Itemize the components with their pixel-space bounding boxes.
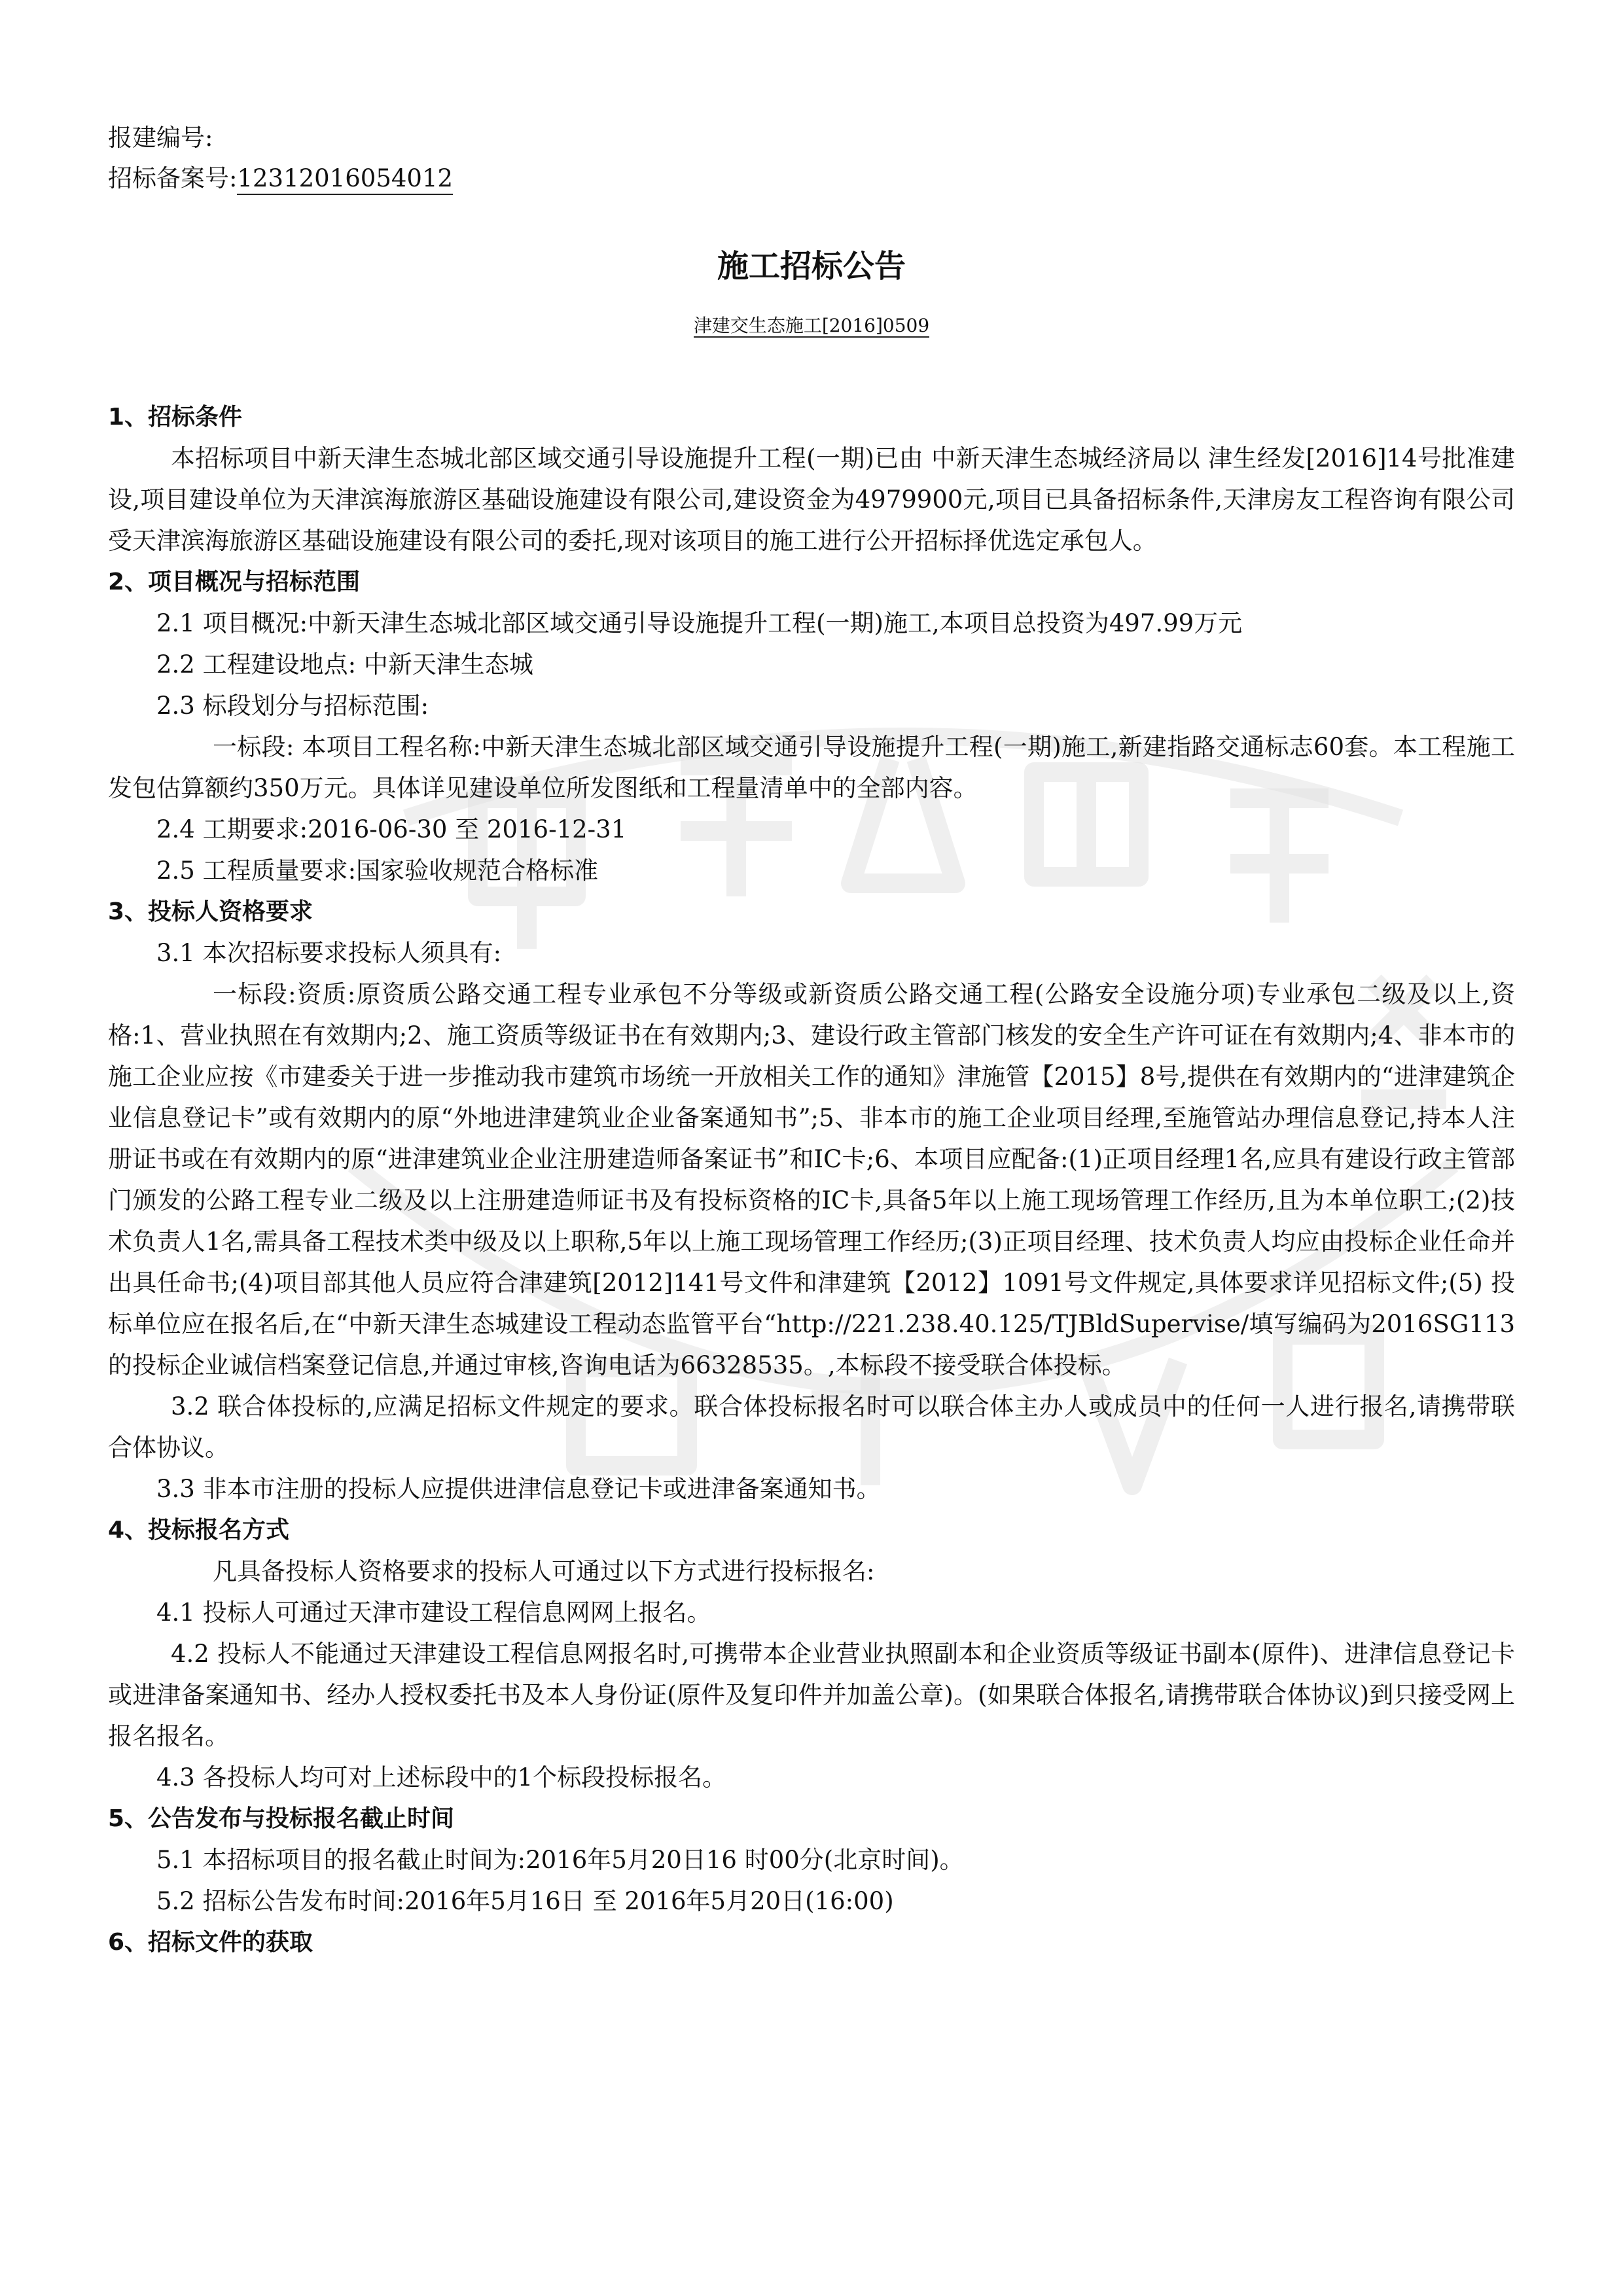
document-page (108, 118, 1515, 1963)
section-3-lot1: 一标段:资质:原资质公路交通工程专业承包不分等级或新资质公路交通工程(公路安全设施分项)专业承包二级及以上,资格:1、营业执照在有效期内;2、施工资质等级证书在有效期内;3、建设行政主管部门核发的安全生产许可证在有效期内;4、非本市的施工企业应按《市建委关于进一步推动我市建筑市场统一开放相关工作的通知》津施管【2015】8号,提供在有效期内的“进津建筑企业信息登记卡”或有效期内的原“外地进津建筑业企业备案通知书”;5、非本市的施工企业项目经理,至施管站办理信息登记,持本人注册证书或在有效期内的原“进津建筑业企业注册建造师备案证书”和IC卡;6、本项目应配备:(1)正项目经理1名,应具有建设行政主管部门颁发的公路工程专业二级及以上注册建造师证书及有投标资格的IC卡,具备5年以上施工现场管理工作经历,且为本单位职工;(2)技术负责人1名,需具备工程技术类中级及以上职称,5年以上施工现场管理工作经历;(3)正项目经理、技术负责人均应由投标企业任命并出具任命书;(4)项目部其他人员应符合津建筑[2012]141号文件和津建筑【2012】1091号文件规定,具体要求详见招标文件;(5) 投标单位应在报名后,在“中新天津生态城建设工程动态监管平台“http://221.238.40.125/TJBldSupervise/填写编码为2016SG113的投标企业诚信档案登记信息,并通过审核,咨询电话为66328535。,本标段不接受联合体投标。 (108, 980, 1515, 1379)
build-number-line (108, 118, 1515, 158)
record-number-label: 招标备案号: (108, 164, 238, 192)
section-2-3: 2.3 标段划分与招标范围: (156, 692, 429, 720)
section-3-1: 3.1 本次招标要求投标人须具有: (156, 939, 502, 967)
section-2-lot1: 一标段: 本项目工程名称:中新天津生态城北部区域交通引导设施提升工程(一期)施工,新建指路交通标志60套。本工程施工发包估算额约350万元。具体详见建设单位所发图纸和工程量清单中的全部内容。 (108, 733, 1515, 802)
section-4-intro: 凡具备投标人资格要求的投标人可通过以下方式进行投标报名: (213, 1557, 875, 1585)
page-title: 施工招标公告 (717, 248, 906, 285)
section-1-title: 1、招标条件 (108, 404, 243, 431)
section-2-5: 2.5 工程质量要求:国家验收规范合格标准 (156, 857, 599, 885)
section-6-title: 6、招标文件的获取 (108, 1929, 313, 1956)
doc-number (108, 313, 1515, 339)
section-3-2: 3.2 联合体投标的,应满足招标文件规定的要求。联合体投标报名时可以联合体主办人或成员中的任何一人进行报名,请携带联合体协议。 (108, 1392, 1515, 1462)
section-1-body: 本招标项目中新天津生态城北部区域交通引导设施提升工程(一期)已由 中新天津生态城经济局以 津生经发[2016]14号批准建设,项目建设单位为天津滨海旅游区基础设施建设有限公司,建设资金为4979900元,项目已具备招标条件,天津房友工程咨询有限公司受天津滨海旅游区基础设施建设有限公司的委托,现对该项目的施工进行公开招标择优选定承包人。 (108, 444, 1515, 555)
record-number-line (108, 158, 1515, 199)
notice-content (108, 397, 1515, 1963)
doc-number-text: 津建交生态施工[2016]0509 (693, 315, 930, 336)
section-5-1: 5.1 本招标项目的报名截止时间为:2016年5月20日16 时00分(北京时间)。 (156, 1846, 964, 1874)
section-2-2: 2.2 工程建设地点: 中新天津生态城 (156, 650, 533, 679)
record-number-value: 12312016054012 (237, 164, 453, 195)
build-number-label: 报建编号: (108, 124, 213, 152)
section-5-2: 5.2 招标公告发布时间:2016年5月16日 至 2016年5月20日(16:00) (156, 1887, 894, 1915)
section-4-2: 4.2 投标人不能通过天津建设工程信息网报名时,可携带本企业营业执照副本和企业资质等级证书副本(原件)、进津信息登记卡或进津备案通知书、经办人授权委托书及本人身份证(原件及复印件并加盖公章)。(如果联合体报名,请携带联合体协议)到只接受网上报名报名。 (108, 1640, 1515, 1750)
section-2-4: 2.4 工期要求:2016-06-30 至 2016-12-31 (156, 815, 627, 843)
section-3-title: 3、投标人资格要求 (108, 898, 313, 925)
section-5-title: 5、公告发布与投标报名截止时间 (108, 1805, 455, 1832)
section-4-title: 4、投标报名方式 (108, 1517, 290, 1544)
section-4-3: 4.3 各投标人均可对上述标段中的1个标段投标报名。 (156, 1763, 727, 1792)
section-3-3: 3.3 非本市注册的投标人应提供进津信息登记卡或进津备案通知书。 (156, 1475, 881, 1503)
section-4-1: 4.1 投标人可通过天津市建设工程信息网网上报名。 (156, 1598, 711, 1627)
section-2-title: 2、项目概况与招标范围 (108, 569, 361, 595)
section-2-1: 2.1 项目概况:中新天津生态城北部区域交通引导设施提升工程(一期)施工,本项目总投资为497.99万元 (156, 609, 1243, 637)
